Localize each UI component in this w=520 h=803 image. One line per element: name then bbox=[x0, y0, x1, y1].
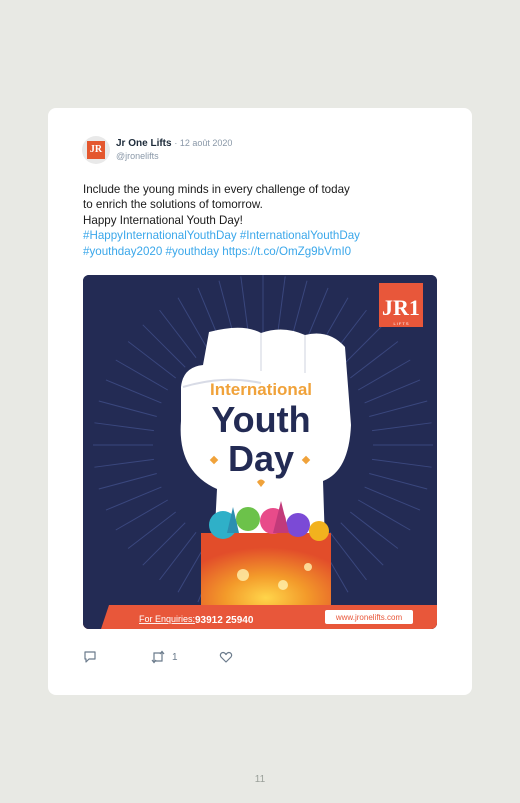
tweet-actions bbox=[83, 650, 283, 666]
enquiry-bar bbox=[83, 605, 437, 629]
author-handle[interactable]: @jronelifts bbox=[116, 151, 159, 161]
retweet-count: 1 bbox=[172, 651, 178, 663]
author-name[interactable]: Jr One Lifts bbox=[116, 138, 172, 149]
tweet-line: Include the young minds in every challenge of today bbox=[83, 183, 350, 196]
page-number: 11 bbox=[254, 774, 266, 785]
avatar-logo: JR bbox=[87, 141, 105, 159]
website-text: www.jronelifts.com bbox=[335, 613, 403, 622]
poster-title-youth: Youth bbox=[211, 399, 311, 440]
tweet-text bbox=[83, 182, 443, 259]
retweet-button[interactable] bbox=[150, 650, 178, 664]
poster-headline: International bbox=[209, 380, 313, 399]
logo-sub: L I F T S bbox=[393, 321, 409, 326]
enquiry-phone: 93912 25940 bbox=[195, 615, 254, 626]
hashtags-line[interactable]: #HappyInternationalYouthDay #InternationalYouthDay bbox=[83, 229, 360, 243]
reply-icon bbox=[83, 650, 97, 664]
retweet-icon bbox=[150, 650, 166, 664]
youth-day-poster bbox=[83, 275, 437, 629]
tweet-card bbox=[48, 108, 472, 695]
poster-title-day: Day bbox=[227, 438, 295, 479]
brand-logo bbox=[379, 283, 423, 327]
author-line bbox=[116, 138, 232, 149]
tweet-media-image[interactable] bbox=[83, 275, 437, 629]
tweet-line: Happy International Youth Day! bbox=[83, 213, 243, 227]
tweet-url[interactable]: https://t.co/OmZg9bVmI0 bbox=[222, 244, 352, 258]
enquiry-label: For Enquiries: bbox=[139, 614, 196, 624]
like-button[interactable] bbox=[219, 650, 233, 664]
separator-dot: · bbox=[174, 138, 180, 148]
logo-text: JR1 bbox=[382, 295, 420, 320]
like-icon bbox=[219, 650, 233, 664]
hashtags-line[interactable]: #youthday2020 #youthday bbox=[83, 244, 220, 258]
tweet-line: to enrich the solutions of tomorrow. bbox=[83, 198, 263, 212]
reply-button[interactable] bbox=[83, 650, 97, 664]
tweet-date[interactable]: 12 août 2020 bbox=[179, 138, 233, 148]
avatar[interactable] bbox=[82, 136, 110, 164]
